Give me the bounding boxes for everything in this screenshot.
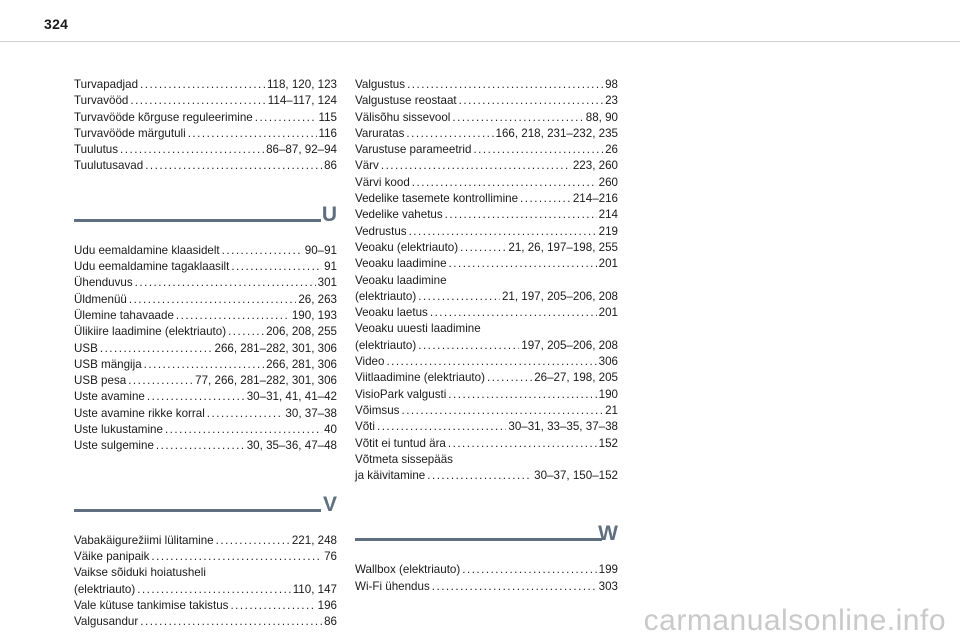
dot-leader bbox=[135, 275, 316, 291]
index-term: Veoaku (elektriauto) bbox=[355, 240, 459, 254]
dot-leader bbox=[462, 562, 596, 578]
index-entry bbox=[355, 387, 618, 403]
dot-leader bbox=[255, 110, 317, 126]
dot-leader bbox=[430, 305, 597, 321]
index-page-refs: 214 bbox=[598, 208, 618, 222]
index-term: Vaikse sõiduki hoiatusheli bbox=[74, 566, 206, 580]
index-term: Väike panipaik bbox=[74, 549, 150, 563]
index-page-refs: 26, 263 bbox=[298, 292, 337, 306]
index-entry bbox=[74, 259, 337, 275]
section-header-u bbox=[74, 202, 337, 239]
dot-leader bbox=[147, 389, 245, 405]
index-entry bbox=[355, 77, 618, 93]
index-term: Veoaku laadimine bbox=[355, 257, 447, 271]
index-term: Video bbox=[355, 355, 385, 369]
section-divider-line bbox=[355, 538, 602, 541]
index-page-refs: 26–27, 198, 205 bbox=[534, 371, 618, 385]
index-term: Turvapadjad bbox=[74, 78, 139, 91]
index-term: USB bbox=[74, 341, 98, 355]
index-page-refs: 199 bbox=[598, 563, 618, 577]
index-term: Uste sulgemine bbox=[74, 439, 154, 453]
index-entry bbox=[355, 207, 618, 223]
index-page-refs: 190, 193 bbox=[291, 308, 337, 322]
index-page-refs: 40 bbox=[324, 423, 337, 437]
index-term: Turvavööd bbox=[74, 94, 129, 108]
dot-leader bbox=[473, 142, 603, 158]
index-term: Varustuse parameetrid bbox=[355, 143, 472, 157]
index-entry bbox=[74, 389, 337, 405]
index-term: USB mängija bbox=[74, 357, 142, 371]
dot-leader bbox=[230, 598, 315, 614]
index-term: Veoaku laetus bbox=[355, 306, 428, 320]
index-term: Varuratas bbox=[355, 126, 405, 140]
dot-leader bbox=[231, 259, 322, 275]
header-divider bbox=[0, 41, 960, 42]
index-entry bbox=[355, 579, 618, 595]
index-page-refs: 98 bbox=[605, 78, 618, 91]
index-entry bbox=[355, 338, 618, 354]
dot-leader bbox=[144, 357, 264, 373]
index-page-refs: 30, 37–38 bbox=[285, 406, 337, 420]
dot-leader bbox=[386, 354, 596, 370]
index-page-refs: 30, 35–36, 47–48 bbox=[246, 439, 337, 453]
index-page-refs: 266, 281–282, 301, 306 bbox=[214, 341, 337, 355]
dot-leader bbox=[452, 110, 583, 126]
index-term: Turvavööde kõrguse reguleerimine bbox=[74, 110, 253, 124]
index-entry bbox=[355, 562, 618, 578]
index-term: Tuulutus bbox=[74, 143, 119, 157]
index-term: Vabakäigurežiimi lülitamine bbox=[74, 533, 214, 547]
dot-leader bbox=[165, 422, 322, 438]
index-entry bbox=[74, 357, 337, 373]
index-entry bbox=[355, 321, 618, 337]
index-page-refs: 118, 120, 123 bbox=[266, 78, 337, 91]
index-page-refs: 91 bbox=[324, 260, 337, 274]
dot-leader bbox=[120, 142, 264, 158]
index-term: Võti bbox=[355, 420, 375, 434]
index-term: Vale kütuse tankimise takistus bbox=[74, 598, 229, 612]
index-entry bbox=[355, 256, 618, 272]
index-page-refs: 223, 260 bbox=[572, 159, 618, 173]
index-entry bbox=[355, 289, 618, 305]
dot-leader bbox=[418, 289, 500, 305]
index-page-refs: 301 bbox=[317, 276, 337, 290]
section-divider-line bbox=[74, 509, 321, 512]
page-number: 324 bbox=[44, 16, 69, 32]
index-entry bbox=[355, 110, 618, 126]
dot-leader bbox=[449, 256, 597, 272]
index-term: Udu eemaldamine tagaklaasilt bbox=[74, 260, 230, 274]
index-term: Võimsus bbox=[355, 403, 400, 417]
index-page-refs: 30–31, 33–35, 37–38 bbox=[508, 420, 618, 434]
section-letter: U bbox=[321, 202, 337, 226]
index-page-refs: 196 bbox=[317, 598, 337, 612]
dot-leader bbox=[100, 341, 213, 357]
index-term: Turvavööde märgutuli bbox=[74, 126, 186, 140]
index-page-refs: 266, 281, 306 bbox=[266, 357, 337, 371]
dot-leader bbox=[130, 93, 265, 109]
dot-leader bbox=[401, 403, 603, 419]
index-term: Võtmeta sissepääs bbox=[355, 452, 453, 466]
index-column-left bbox=[74, 77, 337, 630]
index-term: (elektriauto) bbox=[355, 338, 417, 352]
dot-leader bbox=[418, 338, 519, 354]
index-term: Üldmenüü bbox=[74, 292, 127, 306]
index-entry bbox=[74, 324, 337, 340]
index-page-refs: 214–216 bbox=[572, 192, 618, 206]
section-header-v bbox=[74, 492, 337, 529]
index-page-refs: 201 bbox=[598, 257, 618, 271]
index-entry bbox=[74, 126, 337, 142]
index-term: Uste lukustamine bbox=[74, 423, 163, 437]
index-term: (elektriauto) bbox=[355, 289, 417, 303]
index-term: Ülemine tahavaade bbox=[74, 308, 174, 322]
index-page-refs: 197, 205–206, 208 bbox=[521, 338, 618, 352]
index-entry bbox=[355, 305, 618, 321]
index-page-refs: 110, 147 bbox=[292, 582, 337, 596]
section-letter: V bbox=[322, 492, 337, 516]
dot-leader bbox=[427, 468, 532, 484]
index-page-refs: 219 bbox=[598, 224, 618, 238]
dot-leader bbox=[222, 243, 303, 259]
index-page-refs: 114–117, 124 bbox=[267, 94, 337, 108]
index-term: Vedelike tasemete kontrollimine bbox=[355, 192, 519, 206]
index-entry bbox=[74, 614, 337, 630]
index-term: ja käivitamine bbox=[355, 469, 426, 483]
index-entry bbox=[74, 110, 337, 126]
dot-leader bbox=[487, 370, 532, 386]
index-entry bbox=[355, 224, 618, 240]
index-page-refs: 221, 248 bbox=[291, 533, 337, 547]
index-entry bbox=[355, 93, 618, 109]
index-term: Värvi kood bbox=[355, 175, 410, 189]
index-entry bbox=[355, 436, 618, 452]
index-page-refs: 30–37, 150–152 bbox=[534, 469, 618, 483]
index-page-refs: 77, 266, 281–282, 301, 306 bbox=[195, 374, 337, 388]
watermark: carmanualsonline.info bbox=[643, 604, 946, 637]
section-letter: W bbox=[598, 522, 618, 546]
index-term: Värv bbox=[355, 159, 379, 173]
index-page-refs: 152 bbox=[598, 436, 618, 450]
index-term: Võtit ei tuntud ära bbox=[355, 436, 446, 450]
index-page-refs: 306 bbox=[598, 355, 618, 369]
index-entry bbox=[355, 370, 618, 386]
index-term: Veoaku laadimine bbox=[355, 273, 447, 287]
index-entry bbox=[355, 175, 618, 191]
dot-leader bbox=[128, 373, 193, 389]
index-term: Valgustuse reostaat bbox=[355, 94, 457, 108]
index-page-refs: 190 bbox=[598, 387, 618, 401]
index-page-refs: 86–87, 92–94 bbox=[266, 143, 337, 157]
dot-leader bbox=[377, 419, 506, 435]
index-term: Wi-Fi ühendus bbox=[355, 579, 430, 593]
dot-leader bbox=[151, 549, 322, 565]
index-entry bbox=[355, 273, 618, 289]
index-entry bbox=[74, 565, 337, 581]
index-page-refs: 21 bbox=[605, 403, 618, 417]
index-term: Udu eemaldamine klaasidelt bbox=[74, 243, 220, 257]
index-term: Vedrustus bbox=[355, 224, 407, 238]
index-entry bbox=[74, 77, 337, 93]
index-page-refs: 115 bbox=[318, 110, 337, 124]
dot-leader bbox=[432, 579, 597, 595]
index-page-refs: 303 bbox=[598, 579, 618, 593]
index-page-refs: 206, 208, 255 bbox=[266, 325, 337, 339]
dot-leader bbox=[520, 191, 571, 207]
index-entry bbox=[355, 354, 618, 370]
index-term: Vedelike vahetus bbox=[355, 208, 443, 222]
index-entry bbox=[74, 142, 337, 158]
index-entry bbox=[355, 126, 618, 142]
index-entry bbox=[355, 403, 618, 419]
index-page-refs: 21, 197, 205–206, 208 bbox=[501, 289, 618, 303]
index-entry bbox=[74, 341, 337, 357]
index-column-right bbox=[355, 77, 618, 595]
index-entry bbox=[74, 158, 337, 174]
dot-leader bbox=[412, 175, 597, 191]
index-term: Viitlaadimine (elektriauto) bbox=[355, 371, 485, 385]
index-entry bbox=[74, 582, 337, 598]
dot-leader bbox=[129, 292, 296, 308]
dot-leader bbox=[448, 387, 596, 403]
index-page-refs: 90–91 bbox=[304, 243, 337, 257]
dot-leader bbox=[409, 224, 597, 240]
index-term: Wallbox (elektriauto) bbox=[355, 563, 461, 577]
index-term: Valgusandur bbox=[74, 615, 139, 629]
dot-leader bbox=[459, 93, 603, 109]
index-entry bbox=[355, 191, 618, 207]
index-term: (elektriauto) bbox=[74, 582, 136, 596]
index-page-refs: 21, 26, 197–198, 255 bbox=[508, 240, 618, 254]
dot-leader bbox=[207, 406, 284, 422]
dot-leader bbox=[381, 158, 571, 174]
index-entry bbox=[74, 438, 337, 454]
index-entry bbox=[74, 243, 337, 259]
dot-leader bbox=[140, 77, 265, 93]
index-entry bbox=[74, 93, 337, 109]
index-entry bbox=[74, 549, 337, 565]
index-term: Uste avamine bbox=[74, 390, 145, 404]
index-entry bbox=[355, 158, 618, 174]
index-page-refs: 260 bbox=[598, 175, 618, 189]
index-page-refs: 86 bbox=[324, 615, 337, 629]
dot-leader bbox=[156, 438, 245, 454]
index-entry bbox=[74, 308, 337, 324]
dot-leader bbox=[407, 77, 603, 93]
index-entry bbox=[355, 142, 618, 158]
index-term: Valgustus bbox=[355, 78, 406, 91]
index-term: Ülikiire laadimine (elektriauto) bbox=[74, 325, 227, 339]
index-entry bbox=[74, 373, 337, 389]
index-page-refs: 201 bbox=[598, 306, 618, 320]
index-page-refs: 26 bbox=[605, 143, 618, 157]
index-term: Tuulutusavad bbox=[74, 159, 144, 173]
index-entry bbox=[74, 422, 337, 438]
index-page-refs: 76 bbox=[324, 549, 337, 563]
dot-leader bbox=[137, 582, 291, 598]
index-page-refs: 86 bbox=[324, 159, 337, 173]
index-page-refs: 88, 90 bbox=[585, 110, 618, 124]
dot-leader bbox=[145, 158, 322, 174]
index-term: Ühenduvus bbox=[74, 276, 133, 290]
index-entry bbox=[74, 533, 337, 549]
index-entry bbox=[355, 240, 618, 256]
dot-leader bbox=[445, 207, 597, 223]
index-term: Uste avamine rikke korral bbox=[74, 406, 205, 420]
index-page-refs: 166, 218, 231–232, 235 bbox=[495, 126, 618, 140]
dot-leader bbox=[448, 436, 597, 452]
index-page-refs: 30–31, 41, 41–42 bbox=[246, 390, 337, 404]
dot-leader bbox=[228, 324, 264, 340]
index-entry bbox=[355, 468, 618, 484]
index-term: Välisõhu sissevool bbox=[355, 110, 451, 124]
index-term: USB pesa bbox=[74, 374, 127, 388]
index-entry bbox=[74, 406, 337, 422]
index-entry bbox=[355, 452, 618, 468]
index-term: VisioPark valgusti bbox=[355, 387, 447, 401]
index-term: Veoaku uuesti laadimine bbox=[355, 322, 481, 336]
section-divider-line bbox=[74, 219, 321, 222]
dot-leader bbox=[140, 614, 322, 630]
index-entry bbox=[355, 419, 618, 435]
index-entry bbox=[74, 275, 337, 291]
dot-leader bbox=[406, 126, 493, 142]
index-entry bbox=[74, 292, 337, 308]
dot-leader bbox=[216, 533, 290, 549]
index-entry bbox=[74, 598, 337, 614]
section-header-w bbox=[355, 524, 618, 558]
index-page-refs: 116 bbox=[318, 126, 337, 140]
dot-leader bbox=[460, 240, 506, 256]
index-page-refs: 23 bbox=[605, 94, 618, 108]
dot-leader bbox=[176, 308, 290, 324]
dot-leader bbox=[188, 126, 317, 142]
